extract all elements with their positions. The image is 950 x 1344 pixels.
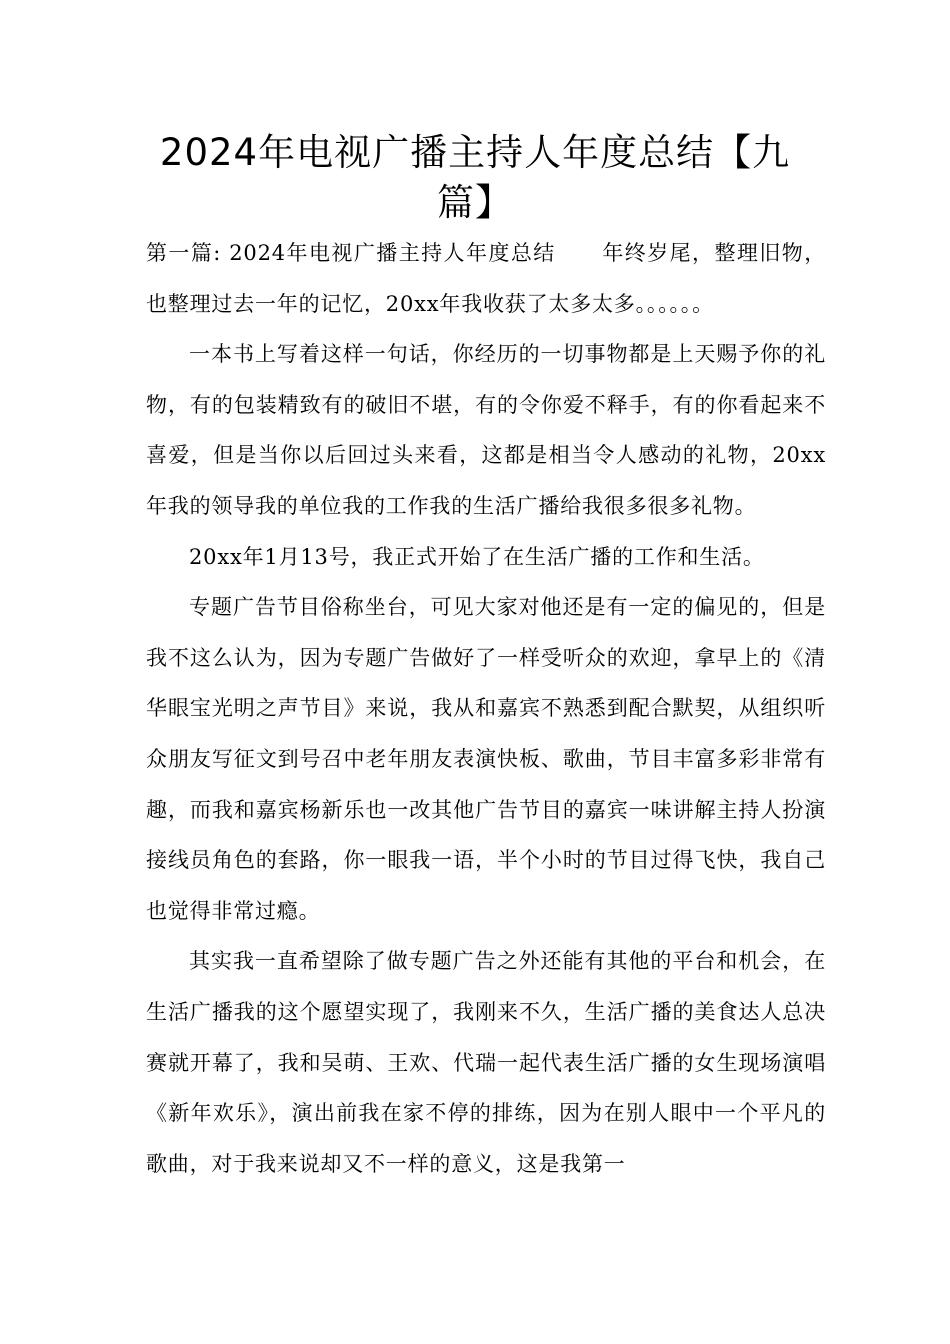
intro-paragraph (146, 228, 826, 329)
body-paragraph-3: 专题广告节目俗称坐台，可见大家对他还是有一定的偏见的，但是我不这么认为，因为专题广告做好了一样受听众的欢迎，拿早上的《清华眼宝光明之声节目》来说，我从和嘉宾不熟悉到配合默契，从组织听众朋友写征文到号召中老年朋友表演快板、歌曲，节目丰富多彩非常有趣，而我和嘉宾杨新乐也一改其他广告节目的嘉宾一味讲解主持人扮演接线员角色的套路，你一眼我一语，半个小时的节目过得飞快，我自己也觉得非常过瘾。 (146, 595, 826, 923)
document-body (146, 228, 826, 1189)
body-paragraph-4: 其实我一直希望除了做专题广告之外还能有其他的平台和机会，在生活广播我的这个愿望实现了，我刚来不久，生活广播的美食达人总决赛就开幕了，我和吴萌、王欢、代瑞一起代表生活广播的女生现场演唱《新年欢乐》，演出前我在家不停的排练，因为在别人眼中一个平凡的歌曲，对于我来说却又不一样的意义，这是我第一 (146, 949, 826, 1176)
body-paragraph-2: 20xx年1月13号，我正式开始了在生活广播的工作和生活。 (189, 544, 765, 569)
document-title: 2024年电视广播主持人年度总结【九篇】 (159, 131, 791, 224)
intro-text: 年终岁尾，整理旧物，也整理过去一年的记忆，20xx年我收获了太多太多。。。。。。 (146, 241, 826, 316)
body-paragraph-1: 一本书上写着这样一句话，你经历的一切事物都是上天赐予你的礼物，有的包装精致有的破旧不堪，有的令你爱不释手，有的你看起来不喜爱，但是当你以后回过头来看，这都是相当令人感动的礼物，20xx年我的领导我的单位我的工作我的生活广播给我很多很多礼物。 (146, 342, 826, 518)
intro-heading: 第一篇: 2024年电视广播主持人年度总结 (146, 241, 556, 265)
